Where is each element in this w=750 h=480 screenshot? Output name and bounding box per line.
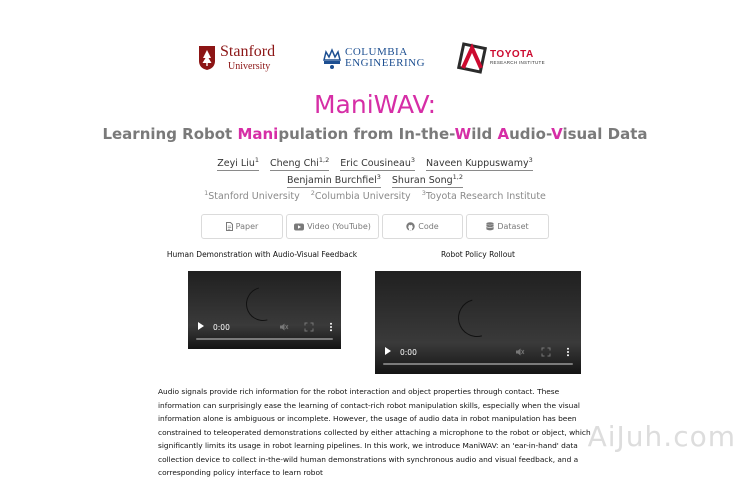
toyota-sub: RESEARCH INSTITUTE bbox=[490, 60, 545, 66]
author-link[interactable]: Cheng Chi$^{1,2}$ bbox=[270, 156, 330, 169]
video-controls bbox=[375, 344, 581, 374]
stanford-name: Stanford bbox=[220, 43, 276, 60]
paper-button[interactable] bbox=[201, 214, 283, 239]
columbia-line2: ENGINEERING bbox=[345, 57, 426, 69]
page-subtitle bbox=[0, 125, 750, 143]
columbia-line1: COLUMBIA bbox=[345, 46, 408, 58]
dataset-button-label: Dataset bbox=[497, 222, 529, 231]
author-link[interactable]: Zeyi Liu$^1$ bbox=[217, 156, 259, 169]
affiliation: $^3$Toyota Research Institute bbox=[421, 189, 546, 202]
toyota-name: TOYOTA bbox=[490, 49, 534, 61]
video-player-right[interactable] bbox=[375, 271, 581, 374]
institution-logos bbox=[0, 40, 750, 76]
mute-icon[interactable] bbox=[515, 347, 525, 357]
video-player-left[interactable] bbox=[188, 271, 341, 349]
video-caption-right: Robot Policy Rollout bbox=[440, 250, 515, 259]
code-button[interactable] bbox=[382, 214, 463, 239]
stanford-logo bbox=[198, 40, 275, 76]
subtitle-highlight: W bbox=[454, 125, 472, 143]
abstract-paragraph: Audio signals provide rich information for the robot interaction and object properties through contact. These information can surprisingly ease the learning of contact-rich robot manipulation skills, especially when the visual information alone is ambiguous or incomplete. However, the usage of audio data in robot manipulation has been constrained to teleoperated demonstrations collected by either attaching a microphone to the robot or object, which significantly limits its usage in robot learning pipelines. In this work, we introduce ManiWAV: an 'ear-in-hand' data collection device to collect in-the-wild human demonstrations with synchronous audio and visual feedback, and a corresponding policy interface to learn robot bbox=[158, 387, 591, 477]
loading-spinner-icon bbox=[451, 292, 503, 344]
toyota-logo bbox=[457, 40, 545, 76]
author-link[interactable]: Naveen Kuppuswamy$^3$ bbox=[426, 156, 533, 169]
more-options-icon[interactable] bbox=[563, 347, 573, 357]
video-button[interactable] bbox=[286, 214, 379, 239]
subtitle-highlight: V bbox=[551, 125, 563, 143]
author-link[interactable]: Eric Cousineau$^3$ bbox=[340, 156, 415, 169]
subtitle-part: Learning Robot bbox=[102, 125, 238, 143]
video-caption-left: Human Demonstration with Audio-Visual Feedback bbox=[166, 250, 358, 259]
subtitle-part: ild bbox=[471, 125, 498, 143]
video-controls bbox=[188, 319, 341, 349]
abstract-text bbox=[158, 385, 594, 480]
video-button-label: Video (YouTube) bbox=[307, 222, 371, 231]
video-progress-bar[interactable] bbox=[196, 338, 333, 340]
fullscreen-icon[interactable] bbox=[541, 347, 551, 357]
affiliation-list bbox=[0, 189, 750, 202]
author-list bbox=[0, 171, 750, 188]
subtitle-highlight: Mani bbox=[237, 125, 279, 143]
file-icon bbox=[226, 222, 233, 231]
more-options-icon[interactable] bbox=[326, 322, 336, 332]
author-link[interactable]: Benjamin Burchfiel$^3$ bbox=[287, 173, 381, 186]
columbia-logo bbox=[322, 40, 425, 76]
paper-button-label: Paper bbox=[235, 222, 259, 231]
subtitle-part: isual Data bbox=[562, 125, 648, 143]
database-icon bbox=[486, 222, 494, 231]
github-icon bbox=[406, 222, 415, 231]
page-title: ManiWAV: bbox=[313, 90, 437, 119]
mute-icon[interactable] bbox=[279, 322, 289, 332]
video-progress-bar[interactable] bbox=[383, 363, 573, 365]
stanford-tree-icon bbox=[198, 45, 216, 71]
subtitle-highlight: A bbox=[497, 125, 510, 143]
video-time: 0:00 bbox=[400, 348, 417, 357]
play-icon[interactable] bbox=[198, 322, 204, 330]
code-button-label: Code bbox=[418, 222, 439, 231]
watermark-text: AiJuh.com bbox=[587, 420, 736, 453]
stanford-sub: University bbox=[228, 61, 271, 72]
subtitle-part: pulation from In-the- bbox=[278, 125, 455, 143]
video-time: 0:00 bbox=[213, 323, 230, 332]
columbia-crown-icon bbox=[322, 46, 342, 70]
author-list bbox=[0, 154, 750, 171]
subtitle-part: udio- bbox=[509, 125, 552, 143]
affiliation: $^1$Stanford University bbox=[204, 189, 300, 202]
youtube-icon bbox=[294, 223, 304, 231]
affiliation: $^2$Columbia University bbox=[310, 189, 411, 202]
author-link[interactable]: Shuran Song$^{1,2}$ bbox=[391, 173, 463, 186]
play-icon[interactable] bbox=[385, 347, 391, 355]
toyota-mark-icon bbox=[457, 44, 487, 72]
dataset-button[interactable] bbox=[466, 214, 549, 239]
fullscreen-icon[interactable] bbox=[304, 322, 314, 332]
